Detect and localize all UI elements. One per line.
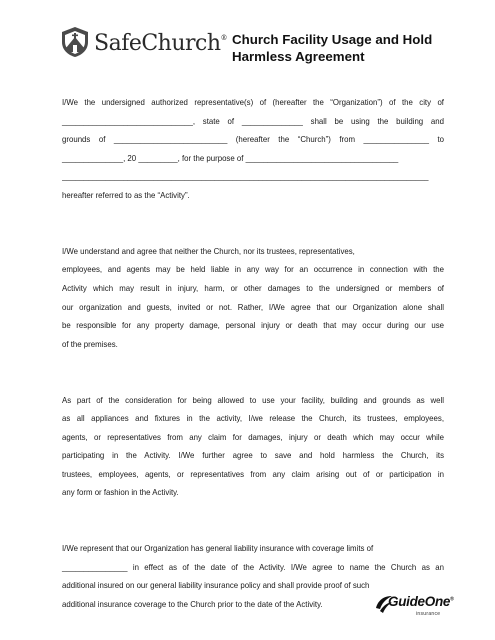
text-line: trustees, employees, agents, or representatives from any claim arising out of or participation in	[62, 469, 444, 479]
registered-mark: ®	[220, 34, 228, 42]
text-line: As part of the consideration for being allowed to use your facility, building and grounds as well	[62, 395, 444, 405]
logo-wordmark: SafeChurch	[94, 31, 221, 56]
text-line: Activity which may result in injury, harm, or other damages to the undersigned or members of	[62, 283, 444, 293]
text-line: employees, and agents may be held liable in any way for an occurrence in connection with the	[62, 265, 444, 275]
text-line: ______________, 20 _________, for the purpose of ___________________________________	[62, 153, 399, 163]
text-line: as all appliances and fixtures in the activity, I/we release the Church, its trustees, employees,	[62, 414, 444, 424]
text-line: our organization and guests, invited or not. Rather, I/We agree that our Organization alone shall	[62, 302, 444, 312]
church-shield-icon	[60, 26, 90, 58]
text-line: additional insured on our general liability insurance policy and shall provide proof of such	[62, 581, 370, 591]
text-line: I/We represent that our Organization has general liability insurance with coverage limits of	[62, 544, 374, 554]
registered-mark: ®	[450, 596, 454, 603]
text-line: ____________________________________________________________________________________	[62, 172, 429, 182]
text-line: additional insurance coverage to the Church prior to the date of the Activity.	[62, 600, 323, 610]
text-line: I/We understand and agree that neither the Church, nor its trustees, representatives,	[62, 246, 355, 256]
text-line: I/We the undersigned authorized representative(s) of (hereafter the “Organization”) of the city of	[62, 98, 444, 107]
paragraph-liability	[62, 243, 444, 355]
text-line: agents, or representatives from any claim for damages, injury or death which may occur while	[62, 432, 444, 442]
text-line: _______________ in effect as of the date of the Activity. I/We agree to name the Church as an	[62, 562, 444, 572]
text-line: any form or fashion in the Activity.	[62, 488, 179, 498]
text-line: of the premises.	[62, 339, 118, 349]
text-line: hereafter referred to as the “Activity”.	[62, 190, 190, 200]
paragraph-representation	[62, 94, 444, 206]
paragraph-release	[62, 392, 444, 504]
guideone-logo	[374, 594, 454, 622]
text-line: be responsible for any property damage, personal injury or death that may occur during our use	[62, 321, 444, 331]
document-body	[62, 94, 444, 615]
guideone-wordmark: GuideOne	[388, 594, 451, 609]
text-line: ______________________________, state of ______________ shall be using the building and	[62, 116, 444, 126]
guideone-tagline: insurance	[416, 611, 441, 617]
text-line: grounds of __________________________ (hereafter the “Church”) from _______________ to	[62, 135, 444, 145]
text-line: participating in the Activity. I/We further agree to save and hold harmless the Church, its	[62, 451, 444, 461]
document-title: Church Facility Usage and Hold Harmless Agreement	[232, 32, 433, 64]
safechurch-logo	[60, 26, 228, 62]
